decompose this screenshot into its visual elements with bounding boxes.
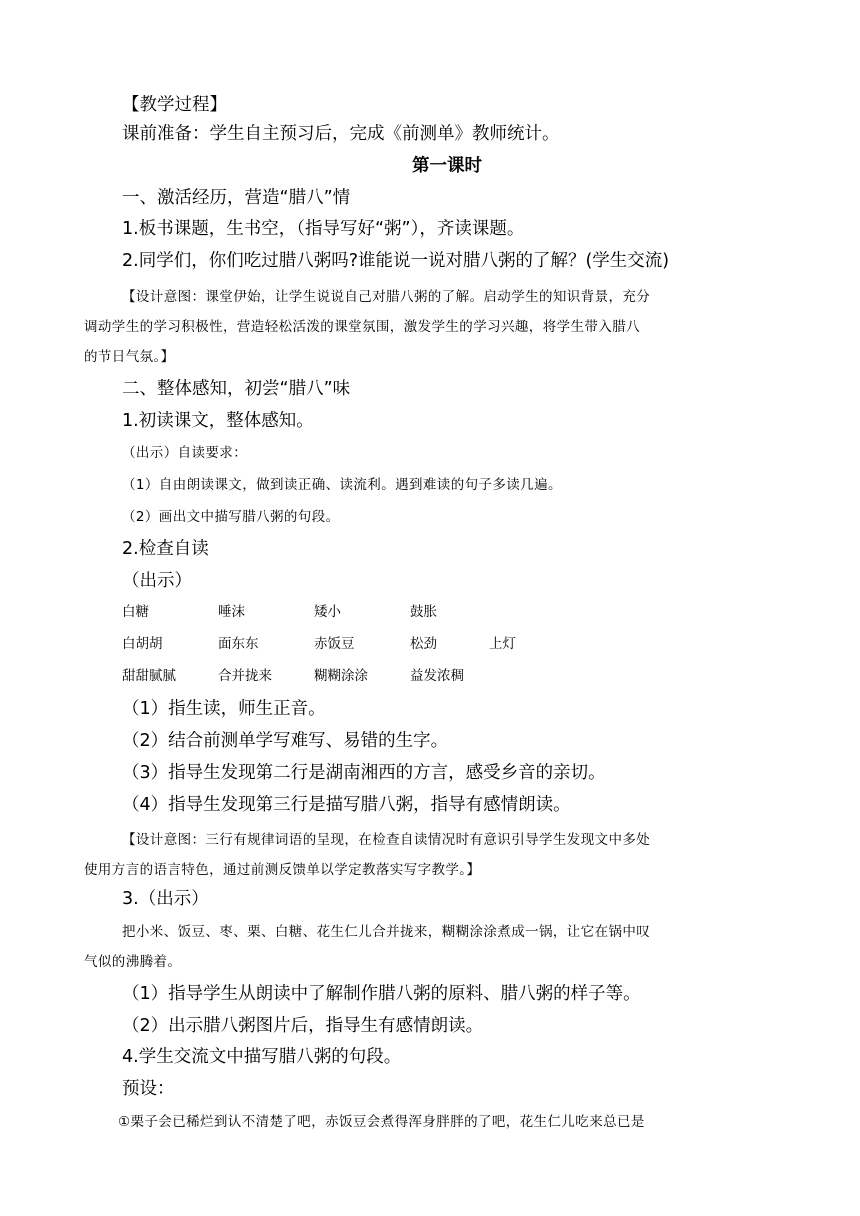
vocab-word: 糊糊涂涂 bbox=[314, 668, 368, 684]
paragraph: 1.初读课文，整体感知。 bbox=[122, 411, 314, 431]
step-item: （3）指导生发现第二行是湖南湘西的方言，感受乡音的亲切。 bbox=[122, 763, 606, 783]
step-item: （4）指导生发现第三行是描写腊八粥，指导有感情朗读。 bbox=[122, 795, 571, 815]
step-item: （2）出示腊八粥图片后，指导生有感情朗读。 bbox=[122, 1016, 484, 1036]
paragraph: 1.板书课题，生书空，（指导写好“粥”），齐读课题。 bbox=[122, 219, 525, 239]
design-intent-note: 使用方言的语言特色，通过前测反馈单以学定教落实写字教学。】 bbox=[84, 862, 481, 878]
paragraph: 3.（出示） bbox=[122, 889, 209, 909]
vocab-word: 松劲 bbox=[410, 636, 437, 652]
section-heading-teaching-process: 【教学过程】 bbox=[122, 95, 227, 115]
step-item: （1）指导学生从朗读中了解制作腊八粥的原料、腊八粥的样子等。 bbox=[122, 984, 641, 1004]
requirement-item: （2）画出文中描写腊八粥的句段。 bbox=[122, 509, 340, 525]
paragraph: 预设： bbox=[122, 1079, 175, 1099]
vocab-word: 合并拢来 bbox=[218, 668, 272, 684]
step-item: （2）结合前测单学写难写、易错的生字。 bbox=[122, 731, 449, 751]
reading-requirements: （出示）自读要求： bbox=[122, 445, 248, 461]
vocab-word: 赤饭豆 bbox=[314, 636, 355, 652]
vocab-word: 益发浓稠 bbox=[410, 668, 464, 684]
quoted-passage: ①栗子会已稀烂到认不清楚了吧，赤饭豆会煮得浑身胖胖的了吧，花生仁儿吃来总已是 bbox=[118, 1114, 645, 1130]
design-intent-note: 【设计意图：课堂伊始，让学生说说自己对腊八粥的了解。启动学生的知识背景，充分 bbox=[122, 289, 651, 305]
vocab-word: 面东东 bbox=[218, 636, 259, 652]
step-item: （1）指生读，师生正音。 bbox=[122, 699, 326, 719]
part-two-heading: 二、整体感知，初尝“腊八”味 bbox=[122, 379, 351, 399]
design-intent-note: 【设计意图：三行有规律词语的呈现，在检查自读情况时有意识引导学生发现文中多处 bbox=[122, 832, 651, 848]
paragraph: 4.学生交流文中描写腊八粥的句段。 bbox=[122, 1047, 402, 1067]
paragraph: 2.检查自读 bbox=[122, 539, 209, 559]
pre-class-preparation: 课前准备：学生自主预习后，完成《前测单》教师统计。 bbox=[122, 124, 560, 144]
vocab-word: 唾沫 bbox=[218, 604, 245, 620]
vocab-word: 白胡胡 bbox=[122, 636, 163, 652]
vocab-word: 鼓胀 bbox=[410, 604, 437, 620]
paragraph: （出示） bbox=[122, 571, 192, 591]
vocab-word: 矮小 bbox=[314, 604, 341, 620]
vocab-word: 甜甜腻腻 bbox=[122, 668, 176, 684]
lesson-title: 第一课时 bbox=[412, 156, 482, 176]
requirement-item: （1）自由朗读课文，做到读正确、读流利。遇到难读的句子多读几遍。 bbox=[122, 477, 562, 493]
design-intent-note: 调动学生的学习积极性，营造轻松活泼的课堂氛围，激发学生的学习兴趣，将学生带入腊八 bbox=[84, 319, 640, 335]
part-one-heading: 一、激活经历，营造“腊八”情 bbox=[122, 188, 351, 208]
design-intent-note: 的节日气氛。】 bbox=[84, 349, 175, 365]
quoted-passage: 把小米、饭豆、枣、栗、白糖、花生仁儿合并拢来，糊糊涂涂煮成一锅，让它在锅中叹 bbox=[122, 924, 651, 940]
vocab-word: 白糖 bbox=[122, 604, 149, 620]
quoted-passage: 气似的沸腾着。 bbox=[84, 954, 182, 970]
paragraph: 2.同学们，你们吃过腊八粥吗?谁能说一说对腊八粥的了解？(学生交流) bbox=[122, 251, 670, 271]
vocab-word: 上灯 bbox=[489, 636, 516, 652]
